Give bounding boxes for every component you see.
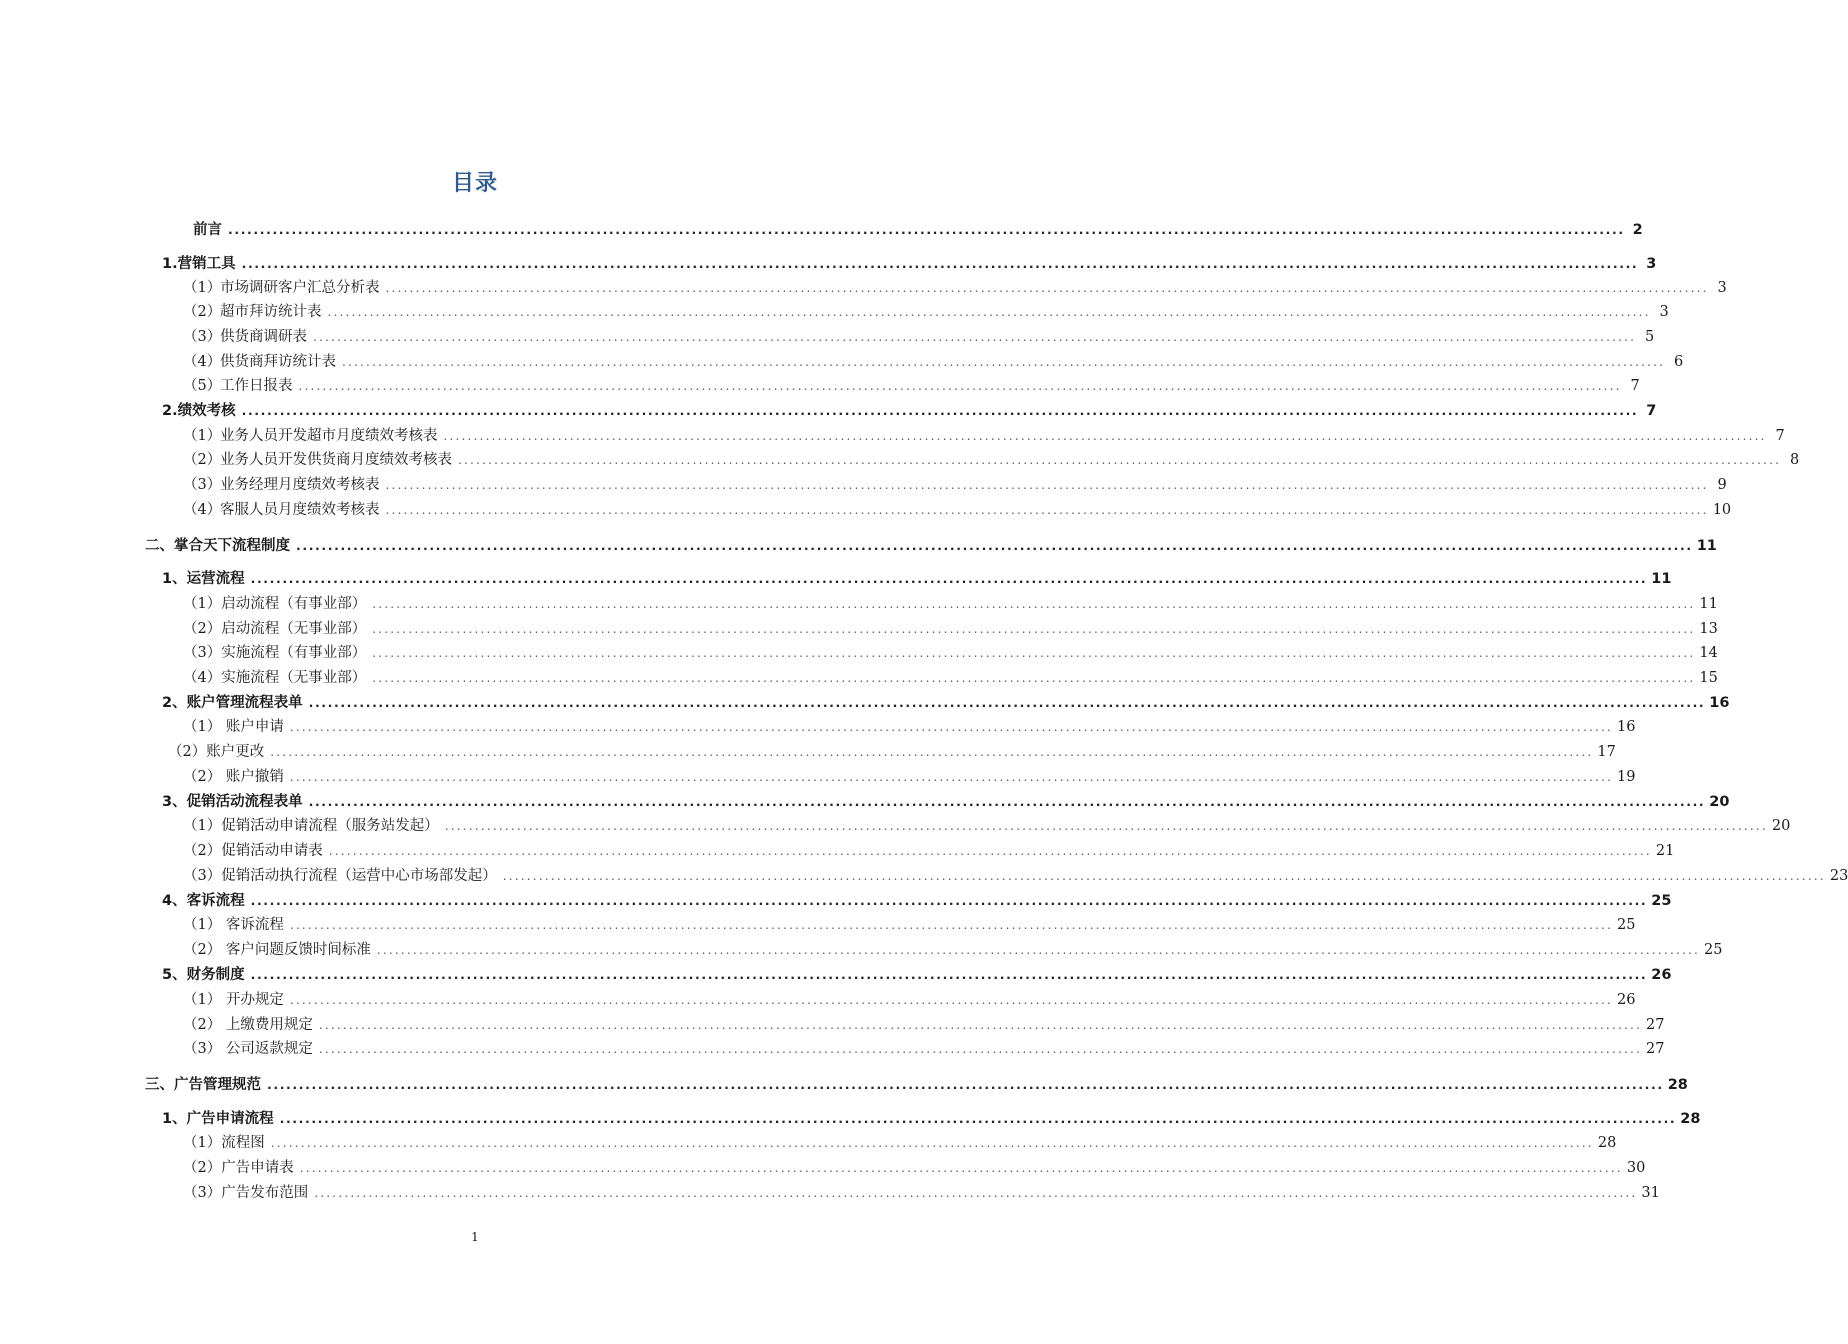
toc-leader-dots: ............................................................................................................................................................................................................................ [228,222,1625,237]
toc-entry[interactable] [183,666,1718,690]
toc-entry-page: 7 [1646,403,1657,419]
toc-entry[interactable] [162,790,1730,814]
toc-entry-page: 30 [1626,1160,1646,1176]
toc-entry[interactable] [183,1181,1660,1205]
toc-entry-number: （2） [183,304,222,320]
toc-entry-label: 二、掌合天下流程制度 [145,538,290,554]
toc-entry-page: 20 [1709,794,1730,810]
toc-leader-dots: ............................................................................................................................................................................................................................ [327,305,1651,319]
toc-entry-label: （1） 开办规定 [183,992,284,1008]
toc-entry[interactable] [183,913,1636,937]
toc-entry[interactable] [183,1013,1665,1037]
toc-leader-dots: ............................................................................................................................................................................................................................ [385,478,1709,492]
toc-entry[interactable] [162,1107,1701,1131]
toc-entry-page: 26 [1617,992,1636,1008]
toc-entry-page: 16 [1709,695,1730,711]
toc-entry[interactable] [183,765,1636,789]
toc-entry-label: 市场调研客户汇总分析表 [220,280,380,296]
toc-entry-page: 6 [1673,354,1684,370]
toc-entry-page: 11 [1696,538,1717,554]
toc-leader-dots: ............................................................................................................................................................................................................................ [443,429,1767,443]
toc-entry-page: 7 [1775,428,1785,444]
toc-entry-page: 25 [1704,942,1723,958]
toc-entry-label: 2、账户管理流程表单 [162,695,303,711]
toc-entry-label: （4）实施流程（无事业部） [183,670,367,686]
toc-entry-number: （1） [183,428,222,444]
toc-entry-page: 3 [1646,256,1657,272]
toc-entry-number: （4） [183,502,222,518]
toc-entry[interactable] [183,839,1675,863]
toc-entry[interactable] [145,534,1717,558]
toc-leader-dots: ............................................................................................................................................................................................................................ [299,1161,1623,1175]
toc-entry-page: 11 [1699,596,1718,612]
toc-entry-page: 26 [1651,967,1672,983]
toc-entry[interactable] [183,1037,1665,1061]
toc-entry-number: （4） [183,354,222,370]
toc-entry-page: 28 [1667,1077,1688,1093]
toc-entry-label: 5、财务制度 [162,967,245,983]
toc-entry-page: 31 [1641,1185,1660,1201]
toc-entry-page: 3 [1659,304,1669,320]
toc-entry-label: （2） 客户问题反馈时间标准 [183,942,371,958]
toc-entry-page: 16 [1617,719,1636,735]
toc-entry-label: （2） 上缴费用规定 [183,1017,313,1033]
toc-entry-label: 业务人员开发超市月度绩效考核表 [220,428,438,444]
toc-entry[interactable] [183,498,1732,522]
toc-entry[interactable] [183,350,1684,374]
toc-entry[interactable] [183,325,1655,349]
toc-entry-label: 客服人员月度绩效考核表 [220,502,380,518]
toc-entry-page: 15 [1699,670,1718,686]
toc-entry[interactable] [183,276,1727,300]
toc-entry-page: 28 [1680,1111,1701,1127]
toc-entry-page: 7 [1630,378,1640,394]
toc-leader-dots: ............................................................................................................................................................................................................................ [241,403,1639,418]
toc-entry-page: 25 [1651,893,1672,909]
toc-entry[interactable] [183,592,1718,616]
toc-entry-page: 27 [1646,1017,1665,1033]
toc-entry[interactable] [183,1156,1646,1180]
toc-entry-page: 2 [1632,222,1643,238]
toc-leader-dots: ............................................................................................................................................................................................................................ [444,819,1768,833]
toc-leader-dots: ............................................................................................................................................................................................................................ [289,770,1614,784]
toc-entry[interactable] [183,300,1669,324]
toc-entry[interactable] [183,715,1636,739]
toc-leader-dots: ............................................................................................................................................................................................................................ [342,355,1666,369]
toc-entry-page: 27 [1646,1041,1665,1057]
toc-entry-label: 4、客诉流程 [162,893,245,909]
toc-leader-dots: ............................................................................................................................................................................................................................ [241,256,1639,271]
toc-leader-dots: ............................................................................................................................................................................................................................ [298,379,1622,393]
toc-entry-label: （3）广告发布范围 [183,1185,309,1201]
toc-leader-dots: ............................................................................................................................................................................................................................ [458,453,1782,467]
toc-entry-page: 23 [1829,868,1848,884]
toc-leader-dots: ............................................................................................................................................................................................................................ [250,893,1648,908]
toc-entry[interactable] [162,252,1657,276]
toc-entry-label: 供货商拜访统计表 [220,354,336,370]
toc-entry[interactable] [145,1073,1688,1097]
toc-entry-page: 17 [1597,744,1616,760]
toc-entry-label: （1） 客诉流程 [183,917,284,933]
toc-leader-dots: ............................................................................................................................................................................................................................ [502,869,1826,883]
toc-entry-label: 1、运营流程 [162,571,245,587]
toc-entry-label: （2）广告申请表 [183,1160,294,1176]
toc-leader-dots: ............................................................................................................................................................................................................................ [308,695,1706,710]
toc-leader-dots: ............................................................................................................................................................................................................................ [318,1042,1643,1056]
toc-entry-number: （1） [183,280,222,296]
toc-leader-dots: ............................................................................................................................................................................................................................ [270,745,1594,759]
toc-entry[interactable] [162,691,1730,715]
toc-leader-dots: ............................................................................................................................................................................................................................ [279,1111,1677,1126]
toc-leader-dots: ............................................................................................................................................................................................................................ [267,1077,1664,1092]
toc-entry-label: 三、广告管理规范 [145,1077,261,1093]
toc-entry[interactable] [183,374,1640,398]
toc-leader-dots: ............................................................................................................................................................................................................................ [372,622,1696,636]
toc-entry-page: 25 [1617,917,1636,933]
toc-leader-dots: ............................................................................................................................................................................................................................ [314,1186,1638,1200]
toc-entry-number: 1. [162,256,178,272]
toc-entry-page: 21 [1655,843,1675,859]
toc-entry-page: 19 [1617,769,1636,785]
toc-entry-page: 5 [1644,329,1655,345]
toc-entry-label: 1、广告申请流程 [162,1111,274,1127]
toc-leader-dots: ............................................................................................................................................................................................................................ [318,1018,1643,1032]
toc-entry-page: 10 [1712,502,1732,518]
toc-entry-label: 前言 [193,222,222,238]
toc-entry-label: 3、促销活动流程表单 [162,794,303,810]
toc-entry[interactable] [183,864,1848,888]
toc-entry-page: 20 [1771,818,1791,834]
toc-leader-dots: ............................................................................................................................................................................................................................ [372,597,1696,611]
toc-entry-label: 供货商调研表 [220,329,307,345]
toc-entry-number: （2） [183,452,222,468]
toc-leader-dots: ............................................................................................................................................................................................................................ [270,1136,1594,1150]
toc-entry-number: （5） [183,378,222,394]
toc-entry-page: 9 [1717,477,1727,493]
toc-entry[interactable] [183,814,1791,838]
toc-entry-label: （1）启动流程（有事业部） [183,596,367,612]
toc-entry-label: 超市拜访统计表 [220,304,322,320]
page-number: 1 [471,1230,479,1244]
toc-entry-label: 业务经理月度绩效考核表 [220,477,380,493]
toc-leader-dots: ............................................................................................................................................................................................................................ [308,794,1706,809]
toc-leader-dots: ............................................................................................................................................................................................................................ [372,671,1696,685]
toc-leader-dots: ............................................................................................................................................................................................................................ [385,503,1709,517]
toc-entry[interactable] [183,424,1785,448]
toc-leader-dots: ............................................................................................................................................................................................................................ [289,918,1614,932]
toc-entry[interactable] [162,963,1672,987]
toc-entry-page: 3 [1717,280,1727,296]
toc-entry-page: 13 [1699,621,1718,637]
toc-entry-label: 工作日报表 [220,378,293,394]
toc-entry[interactable] [193,218,1643,242]
toc-entry[interactable] [183,641,1718,665]
toc-entry-label: 绩效考核 [177,403,236,419]
toc-entry-page: 28 [1597,1135,1617,1151]
toc-entry-label: （1） 账户申请 [183,719,284,735]
toc-entry-number: （3） [183,329,222,345]
toc-leader-dots: ............................................................................................................................................................................................................................ [296,538,1693,553]
toc-entry-label: （1）促销活动申请流程（服务站发起） [183,818,439,834]
toc-entry[interactable] [162,567,1672,591]
toc-leader-dots: ............................................................................................................................................................................................................................ [385,281,1709,295]
toc-leader-dots: ............................................................................................................................................................................................................................ [313,330,1637,344]
toc-leader-dots: ............................................................................................................................................................................................................................ [250,571,1648,586]
toc-entry[interactable] [183,1131,1617,1155]
toc-entry-page: 8 [1789,452,1800,468]
toc-entry-page: 14 [1699,645,1718,661]
toc-entry[interactable] [168,740,1616,764]
toc-entry-label: （2）启动流程（无事业部） [183,621,367,637]
toc-entry[interactable] [183,988,1636,1012]
toc-entry[interactable] [183,473,1727,497]
toc-leader-dots: ............................................................................................................................................................................................................................ [376,943,1701,957]
toc-entry-label: （3） 公司返款规定 [183,1041,313,1057]
toc-entry-label: （1）流程图 [183,1135,265,1151]
toc-entry-label: 营销工具 [177,256,236,272]
toc-entry[interactable] [183,448,1800,472]
toc-entry[interactable] [162,889,1672,913]
toc-entry-label: （2） 账户撤销 [183,769,284,785]
toc-entry-label: （3）促销活动执行流程（运营中心市场部发起） [183,868,497,884]
toc-entry-page: 11 [1651,571,1672,587]
toc-entry-label: （3）实施流程（有事业部） [183,645,367,661]
toc-entry[interactable] [183,938,1723,962]
toc-leader-dots: ............................................................................................................................................................................................................................ [250,967,1648,982]
toc-entry[interactable] [183,617,1718,641]
toc-entry-label: （2）账户更改 [168,744,265,760]
toc-leader-dots: ............................................................................................................................................................................................................................ [289,993,1614,1007]
toc-entry-number: （3） [183,477,222,493]
toc-entry-label: 业务人员开发供货商月度绩效考核表 [220,452,452,468]
toc-entry-number: 2. [162,403,178,419]
toc-title: 目录 [451,171,498,196]
toc-leader-dots: ............................................................................................................................................................................................................................ [328,844,1652,858]
toc-entry[interactable] [162,399,1657,423]
toc-leader-dots: ............................................................................................................................................................................................................................ [372,646,1696,660]
toc-leader-dots: ............................................................................................................................................................................................................................ [289,720,1614,734]
toc-entry-label: （2）促销活动申请表 [183,843,323,859]
